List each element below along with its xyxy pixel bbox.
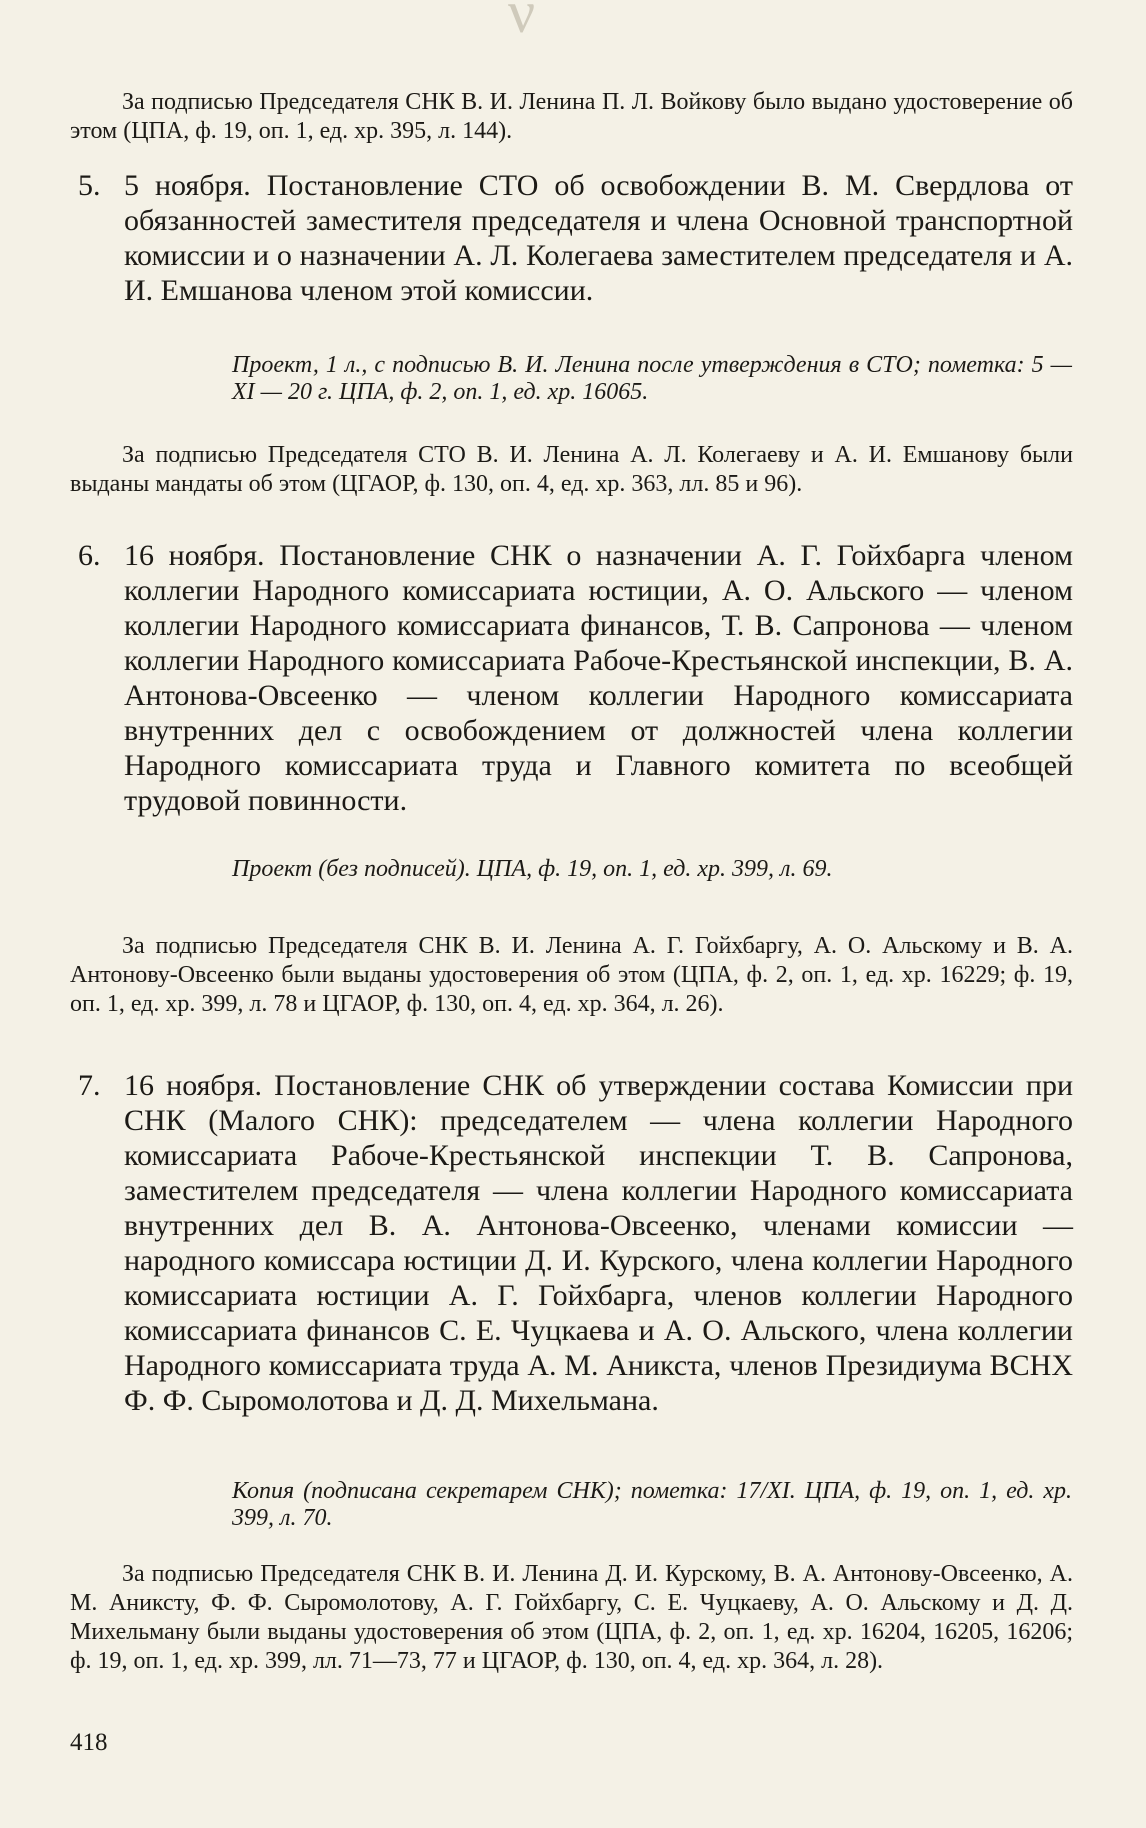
entry-text: 5 ноября. Постановление СТО об освобождении В. М. Свердлова от обязанностей заместителя председателя и члена Основной транспортной комиссии и о назначении А. Л. Колегаева заместителем председателя и А. И. Емшанова членом этой комиссии. — [124, 169, 1073, 307]
entry-number: 5. — [78, 169, 101, 202]
page-number: 418 — [70, 1729, 108, 1756]
entry-number: 7. — [78, 1069, 101, 1102]
entry-note: За подписью Председателя СНК В. И. Ленина А. Г. Гойхбаргу, А. О. Альскому и В. А. Антонову-Овсеенко были выданы удостоверения об этом (ЦПА, ф. 2, оп. 1, ед. хр. 16229; ф. 19, оп. 1, ед. хр. 399, л. 78 и ЦГАОР, ф. 130, оп. 4, ед. хр. 364, л. 26). — [70, 933, 1073, 1017]
top-note: За подписью Председателя СНК В. И. Ленина П. Л. Войкову было выдано удостоверение об этом (ЦПА, ф. 19, оп. 1, ед. хр. 395, л. 144). — [70, 89, 1073, 144]
entry-source: Проект (без подписей). ЦПА, ф. 19, оп. 1, ед. хр. 399, л. 69. — [232, 856, 833, 882]
entry-text: 16 ноября. Постановление СНК о назначении А. Г. Гойхбарга членом коллегии Народного комиссариата юстиции, А. О. Альского — членом коллегии Народного комиссариата финансов, Т. В. Сапронова — членом коллегии Народного комиссариата Рабоче-Крестьянской инспекции, В. А. Антонова-Овсеенко — членом коллегии Народного комиссариата внутренних дел с освобождением от должностей члена коллегии Народного комиссариата труда и Главного комитета по всеобщей трудовой повинности. — [124, 539, 1073, 817]
entry-source: Проект, 1 л., с подписью В. И. Ленина после утверждения в СТО; пометка: 5 — XI — 20 г. ЦПА, ф. 2, оп. 1, ед. хр. 16065. — [232, 352, 1072, 405]
entry-5 — [70, 168, 1073, 308]
entry-text: 16 ноября. Постановление СНК об утверждении состава Комиссии при СНК (Малого СНК): председателем — члена коллегии Народного комиссариата Рабоче-Крестьянской инспекции Т. В. Сапронова, заместителем председателя — члена коллегии Народного комиссариата внутренних дел В. А. Антонова-Овсеенко, членами комиссии — народного комиссара юстиции Д. И. Курского, члена коллегии Народного комиссариата юстиции А. Г. Гойхбарга, членов коллегии Народного комиссариата финансов С. Е. Чуцкаева и А. О. Альского, члена коллегии Народного комиссариата труда А. М. Аникста, членов Президиума ВСНХ Ф. Ф. Сыромолотова и Д. Д. Михельмана. — [124, 1069, 1073, 1417]
entry-note: За подписью Председателя СТО В. И. Ленина А. Л. Колегаеву и А. И. Емшанову были выданы мандаты об этом (ЦГАОР, ф. 130, оп. 4, ед. хр. 363, лл. 85 и 96). — [70, 442, 1073, 497]
show-through-mark: ν — [508, 0, 536, 45]
entry-number: 6. — [78, 539, 101, 572]
entry-6 — [70, 538, 1073, 818]
entry-7 — [70, 1068, 1073, 1418]
entry-source: Копия (подписана секретарем СНК); пометка: 17/XI. ЦПА, ф. 19, оп. 1, ед. хр. 399, л. 70. — [232, 1478, 1072, 1531]
entry-note: За подписью Председателя СНК В. И. Ленина Д. И. Курскому, В. А. Антонову-Овсеенко, А. М. Аниксту, Ф. Ф. Сыромолотову, А. Г. Гойхбаргу, С. Е. Чуцкаеву, А. О. Альскому и Д. Д. Михельману были выданы удостоверения об этом (ЦПА, ф. 2, оп. 1, ед. хр. 16204, 16205, 16206; ф. 19, оп. 1, ед. хр. 399, лл. 71—73, 77 и ЦГАОР, ф. 130, оп. 4, ед. хр. 364, л. 28). — [70, 1561, 1073, 1674]
